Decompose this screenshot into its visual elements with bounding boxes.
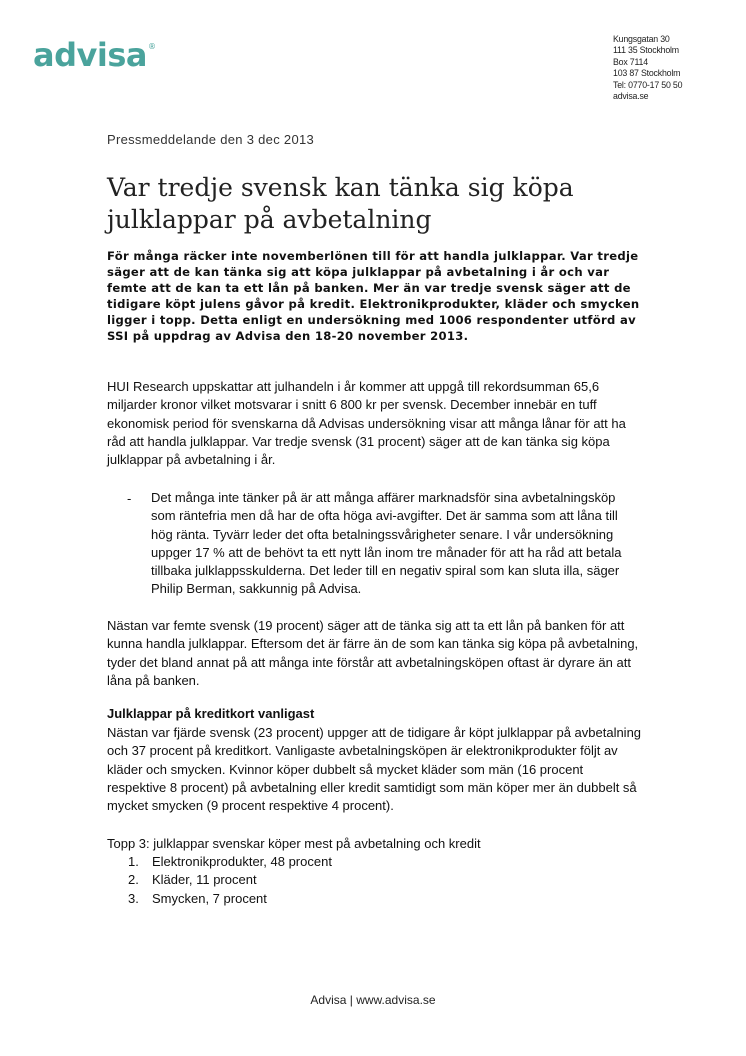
page-footer: Advisa | www.advisa.se — [310, 993, 436, 1007]
address-line: 111 35 Stockholm — [613, 45, 679, 56]
list-number: 1. — [128, 854, 139, 869]
address-line: Box 7114 — [613, 56, 648, 67]
body-paragraph-3: Nästan var fjärde svensk (23 procent) uppger att de tidigare år köpt julklappar på avbetalning och 37 procent på kreditkort. Vanligaste avbetalningsköpen är elektronikprodukter följt av kläder och smycken. Kvinnor köper dubbelt så mycket kläder som män (16 procent respektive 8 procent) på avbetalning eller kredit samtidigt som män köper mer än dubbelt så mycket smycken (9 procent respektive 4 procent). — [107, 725, 642, 814]
list-label: Smycken, 7 procent — [152, 890, 267, 906]
press-release-date: Pressmeddelande den 3 dec 2013 — [107, 132, 315, 147]
page-title: Var tredje svensk kan tänka sig köpa julklappar på avbetalning — [107, 173, 574, 234]
list-number: 3. — [128, 890, 139, 906]
list-item — [128, 890, 332, 908]
list-number: 2. — [128, 872, 139, 888]
body-paragraph-1: HUI Research uppskattar att julhandeln i år kommer att uppgå till rekordsumman 65,6 miljarder kronor vilket motsvarar i snitt 6 800 kr per svensk. December innebär en tuff ekonomisk period för svenskarna då Advisas undersökning visar att många lånar för att ha råd att handla julklappar. Var tredje svensk (31 procent) säger att de kan tänka sig köpa julklappar på avbetalning i år. — [107, 379, 626, 468]
top3-intro: Topp 3: julklappar svenskar köper mest på avbetalning och kredit — [107, 836, 481, 851]
trademark-symbol: ® — [147, 42, 156, 51]
company-address — [613, 34, 682, 102]
address-line: 103 87 Stockholm — [613, 68, 681, 79]
list-item — [128, 871, 332, 889]
address-line: Tel: 0770-17 50 50 — [613, 79, 683, 90]
address-line: Kungsgatan 30 — [613, 34, 670, 44]
body-paragraph-2: Nästan var femte svensk (19 procent) säger att de tänka sig att ta ett lån på banken för att kunna handla julklappar. Eftersom det är färre än de som kan tänka sig köpa på avbetalning, tyder det bland annat på att många inte förstår att avbetalningsköpen oftast är dyrare än att låna på banken. — [107, 618, 639, 688]
list-label: Kläder, 11 procent — [152, 872, 257, 888]
lead-paragraph: För många räcker inte novemberlönen till för att handla julklappar. Var tredje säger att de kan tänka sig att köpa julklappar på avbetalning i år och var femte att de kan ta ett lån på banken. Mer än var tredje svensk säger att de tidigare köpt julens gåvor på kredit. Elektronikprodukter, kläder och smycken ligger i topp. Detta enligt en undersökning med 1006 respondenter utförd av SSI på uppdrag av Advisa den 18-20 november 2013. — [107, 249, 640, 344]
list-label: Elektronikprodukter, 48 procent — [152, 854, 332, 869]
quote-paragraph: Det många inte tänker på är att många affärer marknadsför sina avbetalningsköp som räntefria men då har de ofta höga avi-avgifter. Det är samma som att låna till hög ränta. Tyvärr leder det ofta betalningssvårigheter senare. I vår undersökning uppger 17 % att de behövt ta ett nytt lån inom tre månader för att ha råd att betala tillbaka julklappsskulderna. Det leder till en negativ spiral som kan sluta illa, säger Philip Berman, sakkunnig på Advisa. — [151, 490, 622, 597]
section-heading: Julklappar på kreditkort vanligast — [107, 706, 315, 721]
logo-text: advisa — [33, 36, 147, 74]
top3-list — [128, 853, 332, 908]
address-line: advisa.se — [613, 91, 649, 102]
advisa-logo — [33, 36, 155, 74]
list-item — [128, 853, 332, 871]
bullet-dash: - — [127, 491, 132, 506]
